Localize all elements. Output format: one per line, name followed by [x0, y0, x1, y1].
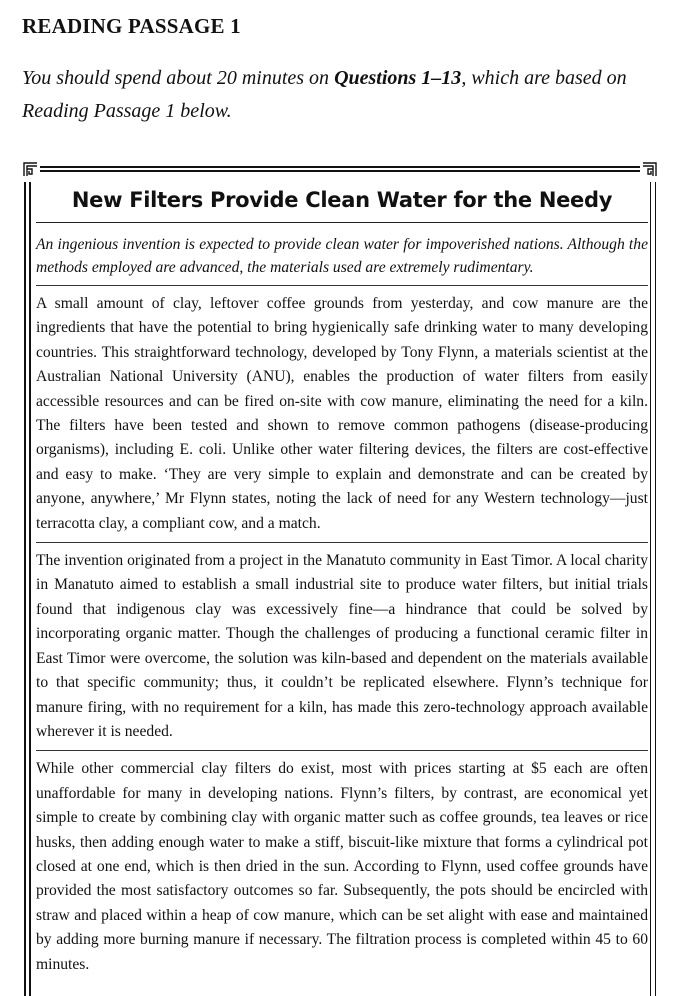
article-paragraph: A small amount of clay, leftover coffee grounds from yesterday, and cow manure are the ingredients that have the potential to bring hygienically safe drinking water to many developing countries. This straightforward technology, developed by Tony Flynn, a materials scientist at the Australian National University (ANU), enables the production of water filters from easily accessible resources and can be fired on-site with cow manure, eliminating the need for a kiln. The filters have been tested and shown to remove common pathogens (disease-producing organisms), including E. coli. Unlike other water filtering devices, the filters are cost-effective and easy to make. ‘They are very simple to explain and demonstrate and can be created by anyone, anywhere,’ Mr Flynn states, noting the lack of need for any Western technology—just terracotta clay, a compliant cow, and a match. — [36, 295, 648, 532]
article-subtitle: An ingenious invention is expected to provide clean water for impoverished nations. Although the methods employed are advanced, the materials used are extremely rudimentary. — [36, 236, 648, 276]
instructions-questions: Questions 1–13 — [334, 67, 462, 89]
frame-right-border — [655, 182, 657, 996]
frame-top-inner-border — [40, 170, 640, 172]
paragraph-divider — [36, 542, 648, 543]
section-heading: READING PASSAGE 1 — [22, 14, 241, 38]
frame-top-border — [40, 166, 640, 168]
article-paragraph: The invention originated from a project in the Manatuto community in East Timor. A local charity in Manatuto aimed to establish a small industrial site to produce water filters, but initial trials found that indigenous clay was excessively fine—a hindrance that could be solved by incorporating organic matter. Though the challenges of producing a functional ceramic filter in East Timor were overcome, the solution was kiln-based and dependent on the materials available to that specific community; thus, it couldn’t be replicated elsewhere. Flynn’s technique for manure firing, with no requirement for a kiln, has made this zero-technology approach available wherever it is needed. — [36, 552, 648, 740]
article — [36, 188, 648, 977]
title-divider — [36, 222, 648, 223]
instructions-prefix: You should spend about 20 minutes on — [22, 67, 335, 89]
article-title: New Filters Provide Clean Water for the Needy — [71, 188, 613, 212]
frame-left-border — [24, 182, 26, 996]
paragraph-divider — [36, 285, 648, 286]
instructions — [22, 62, 672, 128]
corner-ornament-icon — [640, 160, 658, 178]
frame-right-inner-border — [650, 182, 652, 996]
corner-ornament-icon — [22, 160, 40, 178]
article-paragraph: While other commercial clay filters do exist, most with prices starting at $5 each are often unaffordable for many in developing nations. Flynn’s filters, by contrast, are economical yet simple to create by combining clay with organic matter such as coffee grounds, tea leaves or rice husks, then adding enough water to make a stiff, biscuit-like mixture that forms a cylindrical pot closed at one end, which is then dried in the sun. According to Flynn, used coffee grounds have provided the most satisfactory outcomes so far. Subsequently, the pots should be encircled with straw and placed within a heap of cow manure, which can be set alight with ease and maintained by adding more burning manure if necessary. The filtration process is completed within 45 to 60 minutes. — [36, 760, 648, 973]
instructions-suffix: , which are based on Reading Passage 1 below. — [22, 67, 627, 122]
paragraph-divider — [36, 750, 648, 751]
frame-left-inner-border — [29, 182, 31, 996]
